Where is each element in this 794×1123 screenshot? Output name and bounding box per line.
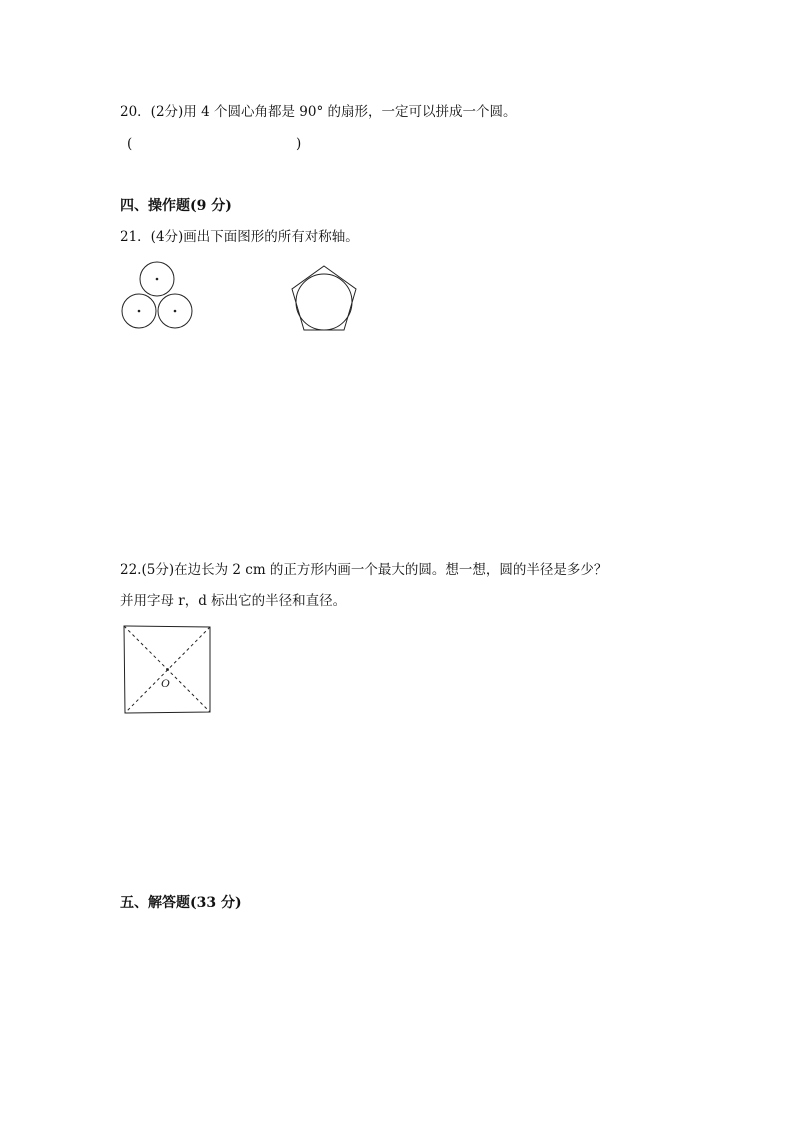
section-4-title: 四、操作题(9 分) [120, 198, 232, 214]
three-circles-figure [120, 260, 196, 332]
bottom-left-center-dot [138, 310, 141, 313]
answer-close-paren: ) [296, 136, 302, 152]
answer-open-paren: ( [127, 136, 133, 152]
top-circle-center-dot [156, 278, 159, 281]
question-22-text-line2: 并用字母 r，d 标出它的半径和直径。 [120, 593, 347, 609]
pentagon-with-inscribed-circle-figure [288, 262, 360, 334]
pentagon [292, 266, 356, 330]
question-21-text: 21．(4分)画出下面图形的所有对称轴。 [120, 229, 359, 245]
center-label-o: O [161, 676, 170, 690]
question-22-text-line1: 22.(5分)在边长为 2 cm 的正方形内画一个最大的圆。想一想，圆的半径是多少？ [120, 562, 608, 578]
inscribed-circle [296, 274, 352, 330]
section-5-title: 五、解答题(33 分) [120, 895, 242, 911]
question-20-text: 20．(2分)用 4 个圆心角都是 90° 的扇形，一定可以拼成一个圆。 [120, 104, 517, 120]
square-center-dot [166, 668, 169, 671]
bottom-right-center-dot [174, 310, 177, 313]
square-with-diagonals-figure [120, 622, 214, 716]
